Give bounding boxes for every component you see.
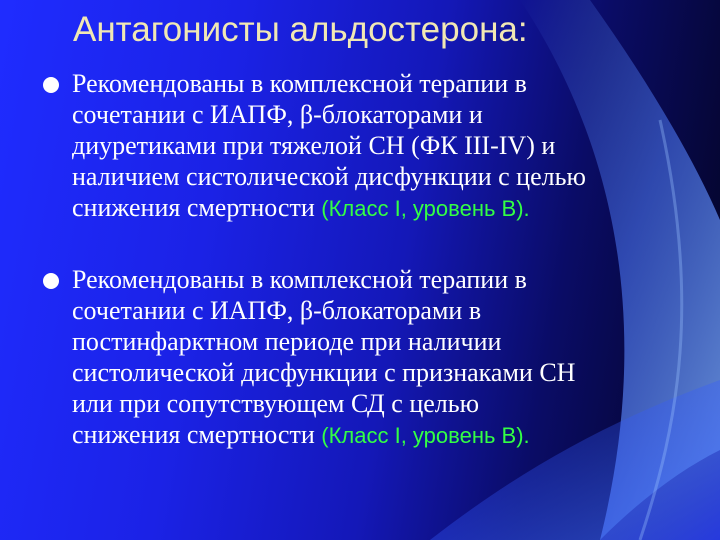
bullet-1-line-2: сочетании с ИАПФ, β-блокаторами и	[72, 100, 483, 129]
bullet-2-line-1: Рекомендованы в комплексной терапии в	[72, 265, 527, 294]
bullet-1-line-3: диуретиками при тяжелой СН (ФК III-IV) и	[72, 131, 556, 160]
bullet-2-line-6	[72, 419, 714, 451]
bullet-2-line-5: или при сопутствующем СД с целью	[72, 389, 480, 418]
bullet-dot-icon	[43, 77, 59, 93]
bullet-2-line-2: сочетании с ИАПФ, β-блокаторами в	[72, 296, 482, 325]
class-note-2: (Класс I, уровень В).	[321, 423, 530, 448]
bullet-1-line-1: Рекомендованы в комплексной терапии в	[72, 69, 527, 98]
bullet-item-2	[34, 264, 714, 451]
bullet-1-line-5-text: снижения смертности	[72, 193, 322, 222]
bullet-2-line-6-text: снижения смертности	[72, 420, 322, 449]
bullet-text-1	[72, 68, 714, 224]
bullet-text-2	[72, 264, 714, 451]
bullet-1-line-4: наличием систолической дисфункции с целью	[72, 162, 586, 191]
class-note-1: (Класс I, уровень В).	[321, 196, 530, 221]
bullet-dot-icon	[43, 273, 59, 289]
bullet-item-1	[34, 68, 714, 224]
slide-title: Антагонисты альдостерона:	[73, 10, 528, 49]
bullet-2-line-4: систолической дисфункции с признаками СН	[72, 358, 576, 387]
bullet-1-line-5	[72, 192, 714, 224]
bullet-2-line-3: постинфарктном периоде при наличии	[72, 327, 502, 356]
